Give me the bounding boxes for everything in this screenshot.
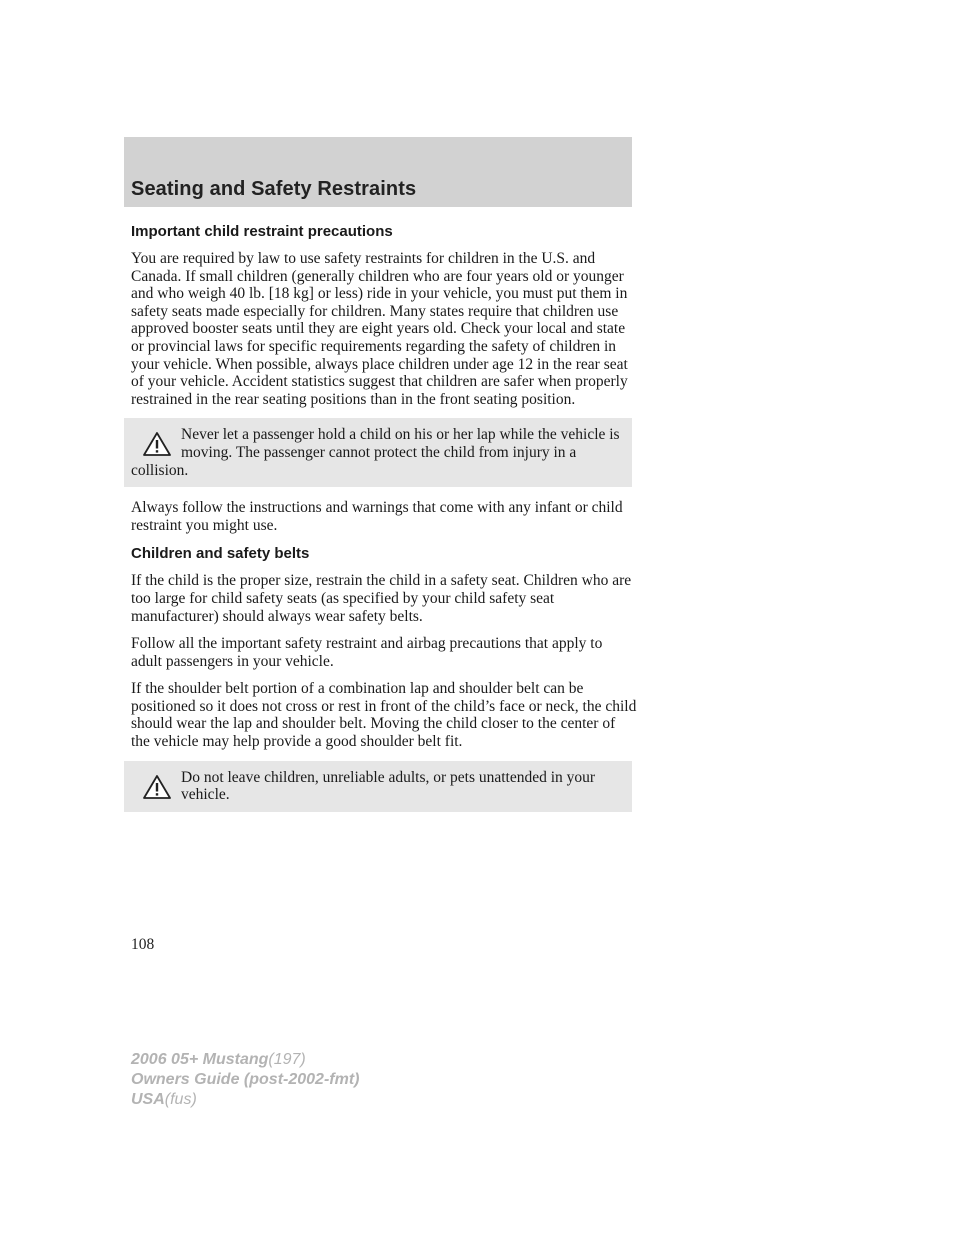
footer-info [131,1050,359,1110]
page-content [131,222,637,824]
belts-paragraph-1: If the child is the proper size, restrain the child in a safety seat. Children who are too large for child safety seats (as specified by your child safety seat manufacturer) should always wear safety belts. [131,572,632,625]
warning-triangle-icon [143,432,171,456]
warning-text-unattended: Do not leave children, unreliable adults, or pets unattended in your vehicle. [181,768,596,804]
warning-box-unattended [124,761,632,812]
warning-box-lap [124,418,632,487]
footer-guide: Owners Guide (post-2002-fmt) [131,1071,360,1088]
footer-model: 2006 05+ Mustang [131,1051,269,1068]
warning-triangle-icon [143,775,171,799]
footer-market-code: (fus) [164,1091,197,1108]
footer-model-code: (197) [268,1051,306,1068]
precautions-paragraph: You are required by law to use safety restraints for children in the U.S. and Canada. If small children (generally children who are four years old or younger and who weigh 40 lb. [18 kg] or less) ride in your vehicle, you must put them in safety seats made especially for children. Many states require that children use approved booster seats until they are eight years old. Check your local and state or provincial laws for specific requirements regarding the safety of children in your vehicle. When possible, always place children under age 12 in the rear seat of your vehicle. Accident statistics suggest that children are safer when properly restrained in the rear seating positions than in the front seating position. [131,250,628,408]
follow-instructions-paragraph: Always follow the instructions and warnings that come with any infant or child restraint you might use. [131,499,623,534]
footer-market: USA [131,1091,165,1108]
page-number: 108 [131,936,155,953]
footer-line-1 [131,1050,359,1070]
belts-paragraph-2: Follow all the important safety restraint and airbag precautions that apply to adult passengers in your vehicle. [131,635,603,670]
warning-text-lap: Never let a passenger hold a child on his or her lap while the vehicle is moving. The passenger cannot protect the child from injury in a collision. [131,426,620,479]
belts-paragraph-3: If the shoulder belt portion of a combination lap and shoulder belt can be positioned so it does not cross or rest in front of the child’s face or neck, the child should wear the lap and shoulder belt. Moving the child closer to the center of the vehicle may help provide a good shoulder belt fit. [131,680,637,751]
belts-heading: Children and safety belts [131,545,310,563]
footer-line-3 [131,1090,359,1110]
footer-line-2 [131,1070,359,1090]
precautions-heading: Important child restraint precautions [131,223,393,240]
section-title: Seating and Safety Restraints [131,178,417,200]
